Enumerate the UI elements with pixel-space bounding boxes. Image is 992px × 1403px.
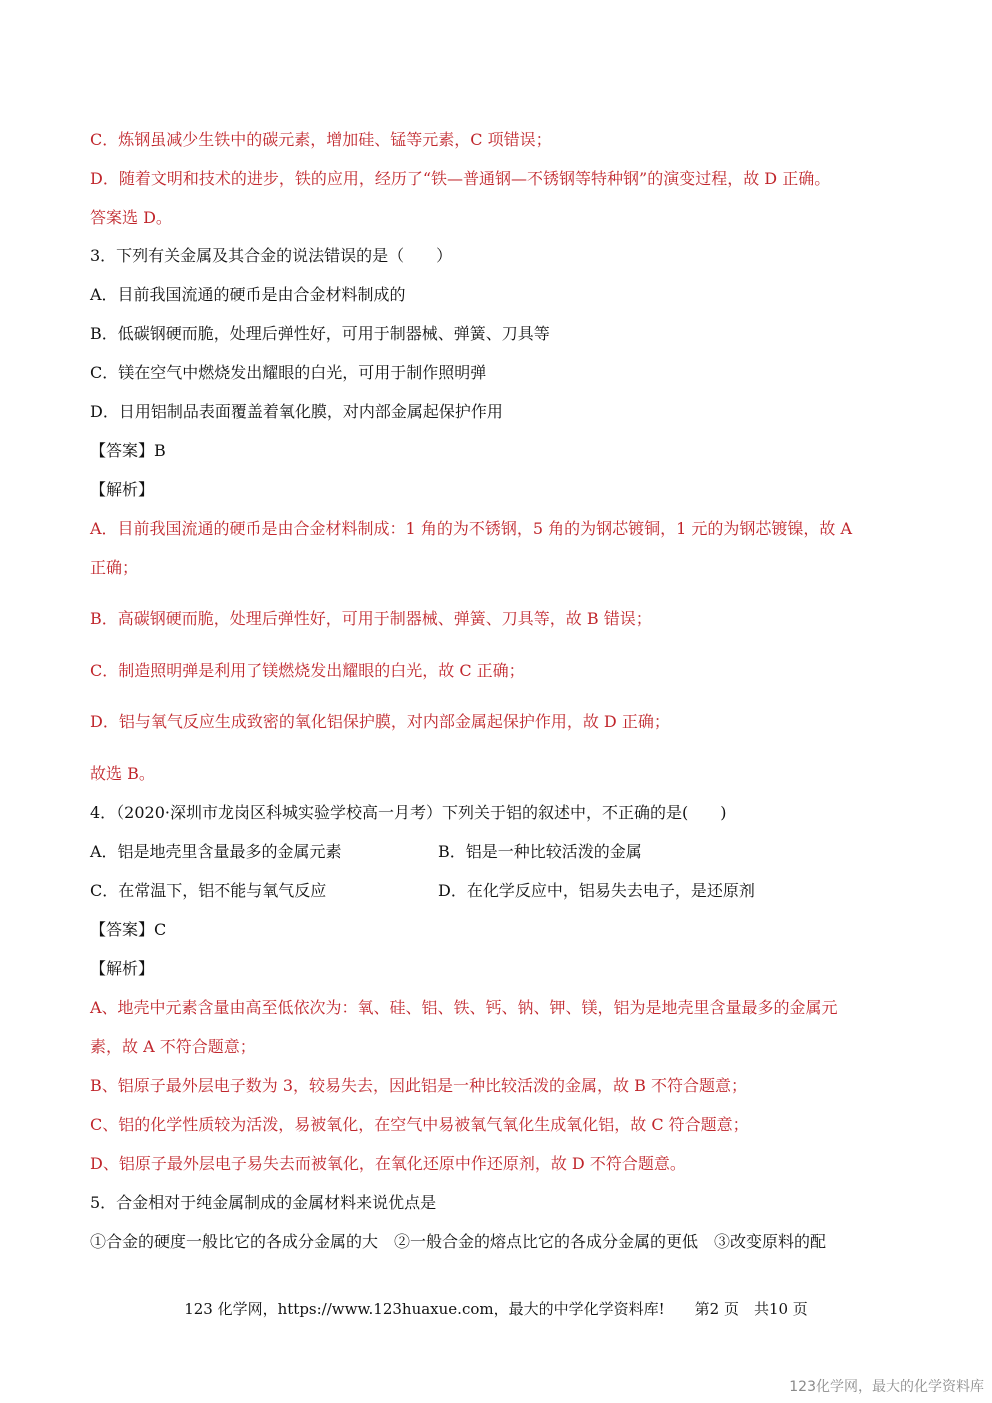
text-line: C．炼钢虽减少生铁中的碳元素，增加硅、锰等元素，C 项错误； xyxy=(90,130,552,149)
option-d: D．在化学反应中，铝易失去电子，是还原剂 xyxy=(438,881,755,900)
question-3: 3．下列有关金属及其合金的说法错误的是（ ） xyxy=(90,246,453,265)
explanation-line: C、铝的化学性质较为活泼，易被氧化，在空气中易被氧气氧化生成氧化铝，故 C 符合题意； xyxy=(90,1115,749,1134)
option-c: C．在常温下，铝不能与氧气反应 xyxy=(90,881,327,900)
options-row xyxy=(90,841,932,863)
answer-label: 【答案】B xyxy=(90,441,166,460)
question-5-statements: ①合金的硬度一般比它的各成分金属的大 ②一般合金的熔点比它的各成分金属的更低 ③改变原料的配 xyxy=(90,1232,827,1251)
watermark: 123化学网，最大的化学资料库 xyxy=(789,1379,984,1395)
explanation-line: B、铝原子最外层电子数为 3，较易失去，因此铝是一种比较活泼的金属，故 B 不符合题意； xyxy=(90,1076,747,1095)
option-d: D．日用铝制品表面覆盖着氧化膜，对内部金属起保护作用 xyxy=(90,402,503,421)
answer-label: 【答案】C xyxy=(90,920,167,939)
explanation-label: 【解析】 xyxy=(90,480,155,499)
option-b: B．铝是一种比较活泼的金属 xyxy=(438,842,642,861)
explanation-line: 故选 B。 xyxy=(90,764,155,783)
explanation-line: 素，故 A 不符合题意； xyxy=(90,1037,256,1056)
question-4: 4．（2020·深圳市龙岗区科城实验学校高一月考）下列关于铝的叙述中，不正确的是( ) xyxy=(90,803,727,822)
question-5: 5．合金相对于纯金属制成的金属材料来说优点是 xyxy=(90,1193,437,1212)
option-a: A．目前我国流通的硬币是由合金材料制成的 xyxy=(90,285,406,304)
explanation-line: A、地壳中元素含量由高至低依次为：氧、硅、铝、铁、钙、钠、钾、镁，铝为是地壳里含量最多的金属元 xyxy=(90,998,838,1017)
explanation-label: 【解析】 xyxy=(90,959,155,978)
option-c: C．镁在空气中燃烧发出耀眼的白光，可用于制作照明弹 xyxy=(90,363,487,382)
explanation-line: C．制造照明弹是利用了镁燃烧发出耀眼的白光，故 C 正确； xyxy=(90,661,525,680)
explanation-line: D．铝与氧气反应生成致密的氧化铝保护膜，对内部金属起保护作用，故 D 正确； xyxy=(90,712,670,731)
text-line: 答案选 D。 xyxy=(90,208,172,227)
option-b: B．低碳钢硬而脆，处理后弹性好，可用于制器械、弹簧、刀具等 xyxy=(90,324,550,343)
text-line: D．随着文明和技术的进步，铁的应用，经历了“铁—普通钢—不锈钢等特种钢”的演变过程，故 D 正确。 xyxy=(90,169,831,188)
option-a: A．铝是地壳里含量最多的金属元素 xyxy=(90,842,342,861)
explanation-line: D、铝原子最外层电子易失去而被氧化，在氧化还原中作还原剂，故 D 不符合题意。 xyxy=(90,1154,686,1173)
explanation-line: A．目前我国流通的硬币是由合金材料制成：1 角的为不锈钢，5 角的为钢芯镀铜，1 元的为钢芯镀镍，故 A xyxy=(90,519,852,538)
options-row xyxy=(90,880,932,902)
explanation-line: B．高碳钢硬而脆，处理后弹性好，可用于制器械、弹簧、刀具等，故 B 错误； xyxy=(90,609,652,628)
explanation-line: 正确； xyxy=(90,558,139,577)
page-footer: 123 化学网，https://www.123huaxue.com，最大的中学化学资料库! 第2 页 共10 页 xyxy=(184,1300,808,1318)
